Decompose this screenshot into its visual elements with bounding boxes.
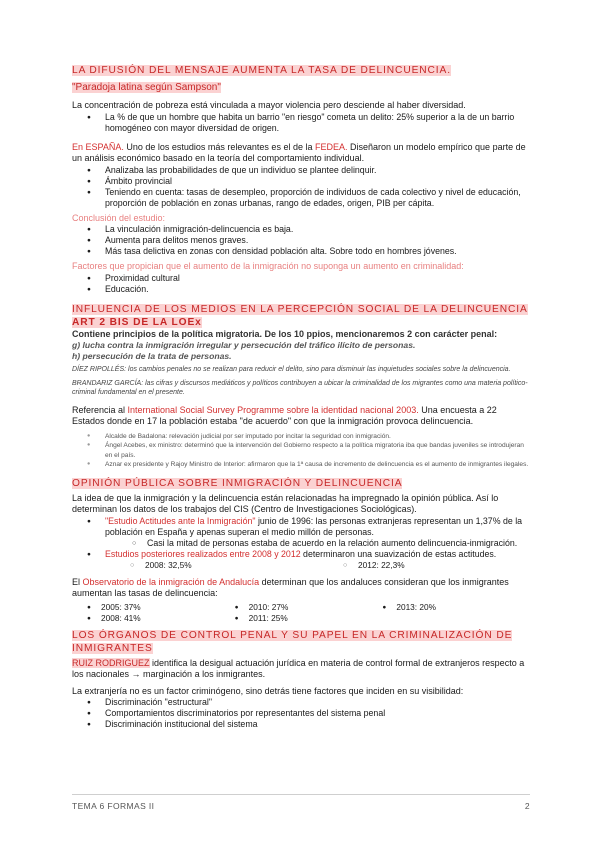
list-conclusions [72, 224, 530, 257]
section-title-organos: LOS ÓRGANOS DE CONTROL PENAL Y SU PAPEL EN LA CRIMINALIZACIÓN DE INMIGRANTES [72, 629, 513, 654]
list-item: ● Aznar ex presidente y Rajoy Ministro de Interior: afirmaron que la 1ª causa de incremento de delincuencia es el aumento de inmigrantes ilegales. [72, 460, 530, 470]
paragraph-ruiz: RUIZ RODRIGUEZ identifica la desigual actuación jurídica en materia de control formal de extranjeros respecto a los nacionales → marginación a los inmigrantes. [72, 657, 525, 680]
list-item: ● Proximidad cultural [72, 273, 530, 284]
list-item: ● Ámbito provincial [72, 176, 530, 187]
year-value: ○ 2008: 32,5% [130, 560, 313, 571]
list-item: ● Comportamientos discriminatorios por representantes del sistema penal [72, 708, 530, 719]
paragraph-referencia: Referencia al International Social Survey Programme sobre la identidad nacional 2003. Una encuesta a 22 Estados donde en 17 la población estaba "de acuerdo" con que la inmigración provoca delincuencia. [72, 404, 497, 426]
list-item: ● Alcalde de Badalona: relevación judicial por ser imputado por incitar la seguridad con inmigración. [72, 432, 530, 442]
year-value: ● 2011: 25% [235, 613, 383, 624]
paragraph-extranjeria: La extranjería no es un factor criminógeno, sino detrás tiene factores que inciden en su visibilidad: [72, 685, 464, 696]
section-title-difusion: LA DIFUSIÓN DEL MENSAJE AUMENTA LA TASA DE DELINCUENCIA. [72, 65, 451, 76]
art-title: ART 2 BIS DE LA LOEx [72, 316, 202, 328]
paragraph-observatorio: El Observatorio de la inmigración de Andalucía determinan que los andaluces consideran que los inmigrantes aumentan las tasas de delincuencia: [72, 576, 509, 599]
principle-g: g) lucha contra la inmigración irregular y persecución del tráfico ilícito de personas. [72, 340, 416, 350]
paragraph-principios: Contiene principios de la política migratoria. De los 10 ppios, mencionaremos 2 con carácter penal: [72, 328, 498, 339]
year-value: ● 2008: 41% [87, 613, 235, 624]
year-value: ○ 2012: 22,3% [343, 560, 526, 571]
paragraph-pobreza: La concentración de pobreza está vinculada a mayor violencia pero desciende al haber diversidad. [72, 100, 466, 110]
factors-label: Factores que propician que el aumento de la inmigración no suponga un aumento en criminalidad: [72, 261, 464, 271]
section-title-opinion: OPINIÓN PÚBLICA SOBRE INMIGRACIÓN Y DELINCUENCIA [72, 477, 403, 489]
paragraph-cis: La idea de que la inmigración y la delincuencia están relacionadas ha impregnado la opinión pública. Así lo determinan los datos de los trabajos del CIS (Centro de Investigaciones Sociológicas). [72, 492, 499, 515]
list-item: ● Más tasa delictiva en zonas con densidad población alta. Sobre todo en hombres jóvenes. [72, 246, 530, 257]
list-subitem: ○ Casi la mitad de personas estaba de acuerdo en la relación aumento delincuencia-inmigración. [72, 538, 530, 549]
list-item: ● "Estudio Actitudes ante la Inmigración" junio de 1996: las personas extranjeras representan un 1,37% de la población en España y apenas superan el medio millón de personas. [72, 516, 530, 538]
list-fedea [72, 165, 530, 209]
paragraph-espana: En ESPAÑA. Uno de los estudios más relevantes es el de la FEDEA. Diseñaron un modelo empírico que parte de un análisis económico basado en la teoría del comportamiento individual. [72, 141, 526, 163]
list-item: ● Discriminación "estructural" [72, 697, 530, 708]
principle-h: h) persecución de la trata de personas. [72, 350, 232, 361]
section-title-medios: INFLUENCIA DE LOS MEDIOS EN LA PERCEPCIÓN SOCIAL DE LA DELINCUENCIA [72, 303, 528, 315]
footer-title: TEMA 6 FORMAS II [72, 801, 155, 811]
list-discriminacion [72, 697, 530, 730]
list-item: ● La % de que un hombre que habita un barrio "en riesgo" cometa un delito: 25% superior a la de un barrio homogéneo con mayor diversidad de origen. [72, 112, 530, 134]
list-item: ● Teniendo en cuenta: tasas de desempleo, proporción de individuos de cada colectivo y nivel de educación, proporción de población en zonas urbanas, rango de edades, origen, PIB per cápita. [72, 187, 530, 209]
list-item: ● Estudios posteriores realizados entre 2008 y 2012 determinaron una suavización de estas actitudes. [72, 549, 530, 560]
list-item: ● Discriminación institucional del sistema [72, 719, 530, 730]
list-item: ● Analizaba las probabilidades de que un individuo se plantee delinquir. [72, 165, 530, 176]
page-content [72, 60, 530, 730]
list-item: ● Educación. [72, 284, 530, 295]
years-cis [72, 560, 530, 571]
list-estudios [72, 516, 530, 560]
quote-sampson: "Paradoja latina según Sampson" [72, 82, 221, 93]
quote-diez-ripolles: DÍEZ RIPOLLÉS: los cambios penales no se realizan para reducir el delito, sino para disminuir las inquietudes sociales sobre la delincuencia. [72, 366, 511, 373]
page-number: 2 [524, 801, 530, 811]
page-footer [72, 794, 530, 811]
year-value: ● 2013: 20% [382, 602, 530, 613]
list-item: ● Aumenta para delitos menos graves. [72, 235, 530, 246]
years-andalucia [72, 602, 530, 624]
conclusion-label: Conclusión del estudio: [72, 212, 166, 223]
year-value: ● 2010: 27% [235, 602, 383, 613]
year-value: ● 2005: 37% [87, 602, 235, 613]
quote-brandariz: BRANDARIZ GARCÍA: las cifras y discursos mediáticos y políticos contribuyen a ubicar la criminalidad de los migrantes como una materia político-criminal fundamental en el presente. [72, 379, 528, 396]
list-item: ● La vinculación inmigración-delincuencia es baja. [72, 224, 530, 235]
list-factors [72, 273, 530, 295]
list-item: ● Ángel Acebes, ex ministro: determinó que la intervención del Gobierno respecto a la política migratoria iba que bandas juveniles se introdujeran en el país. [72, 441, 530, 460]
list-politicos [72, 432, 530, 470]
list-riesgo [72, 112, 530, 134]
